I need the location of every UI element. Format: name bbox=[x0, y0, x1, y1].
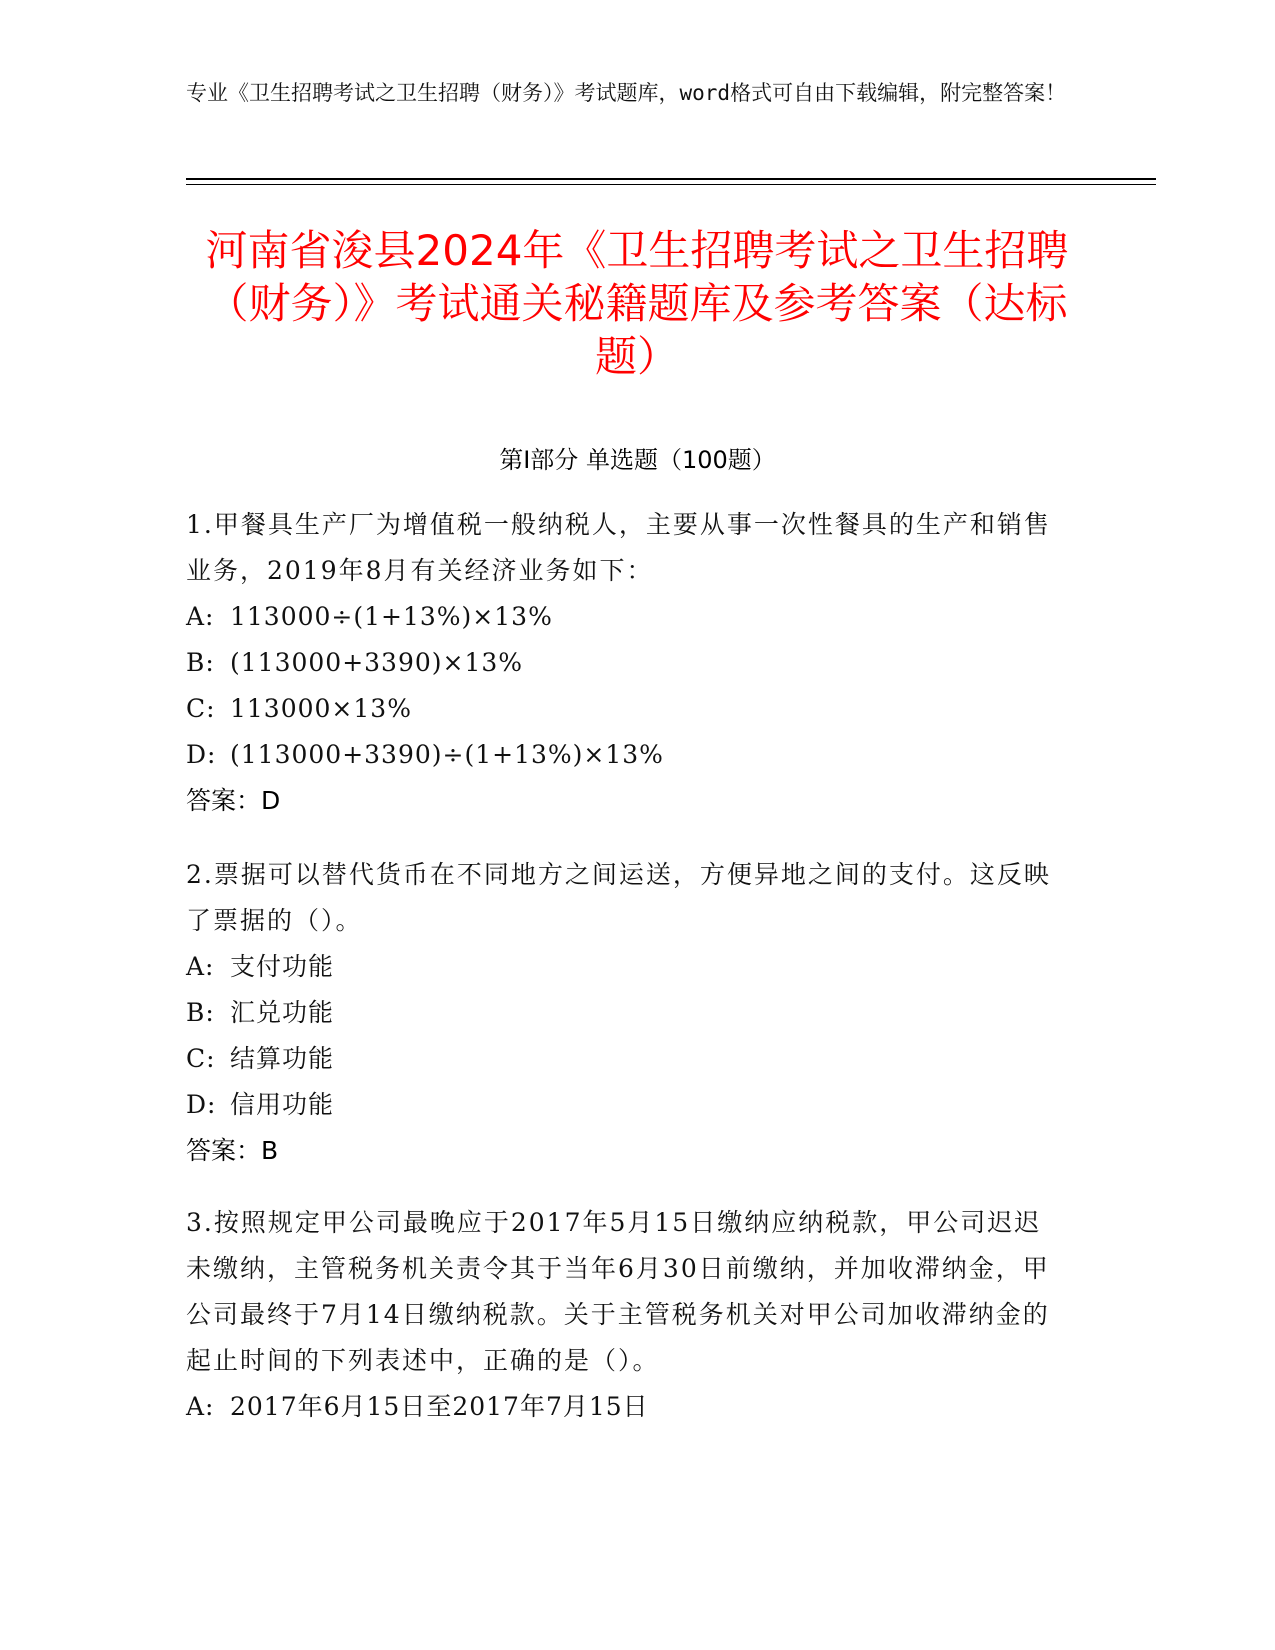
document-title: 河南省浚县2024年《卫生招聘考试之卫生招聘（财务）》考试通关秘籍题库及参考答案（达标题） bbox=[205, 226, 1069, 381]
option-a bbox=[186, 1384, 1066, 1430]
option-text: 113000÷(1+13%)×13% bbox=[230, 602, 553, 631]
option-key: A: bbox=[186, 602, 215, 631]
answer-label: 答案： bbox=[186, 1136, 262, 1165]
header-note: 专业《卫生招聘考试之卫生招聘（财务）》考试题库，word格式可自由下载编辑，附完整答案！ bbox=[186, 81, 1067, 105]
option-key: D: bbox=[186, 1090, 217, 1119]
option-c bbox=[186, 1036, 1066, 1082]
option-text: (113000+3390)×13% bbox=[230, 648, 524, 677]
option-text: 结算功能 bbox=[230, 1044, 335, 1073]
header-divider-thick bbox=[186, 178, 1156, 180]
option-key: A: bbox=[186, 1392, 215, 1421]
answer-label: 答案： bbox=[186, 786, 262, 815]
question-2 bbox=[186, 852, 1066, 1174]
answer-line bbox=[186, 778, 1066, 824]
answer-line bbox=[186, 1128, 1066, 1174]
header-divider-thin bbox=[186, 184, 1156, 185]
answer-value: D bbox=[261, 786, 281, 815]
question-3 bbox=[186, 1200, 1066, 1430]
option-key: C: bbox=[186, 1044, 216, 1073]
option-c bbox=[186, 686, 1066, 732]
question-text: 3.按照规定甲公司最晚应于2017年5月15日缴纳应纳税款，甲公司迟迟未缴纳，主管税务机关责令其于当年6月30日前缴纳，并加收滞纳金，甲公司最终于7月14日缴纳税款。关于主管税务机关对甲公司加收滞纳金的起止时间的下列表述中，正确的是（）。 bbox=[186, 1208, 1050, 1375]
option-a bbox=[186, 594, 1066, 640]
option-key: B: bbox=[186, 648, 215, 677]
option-d bbox=[186, 732, 1066, 778]
option-key: A: bbox=[186, 952, 215, 981]
option-key: D: bbox=[186, 740, 217, 769]
option-text: (113000+3390)÷(1+13%)×13% bbox=[230, 740, 664, 769]
option-text: 汇兑功能 bbox=[230, 998, 335, 1027]
option-a bbox=[186, 944, 1066, 990]
option-d bbox=[186, 1082, 1066, 1128]
option-text: 信用功能 bbox=[230, 1090, 335, 1119]
answer-value: B bbox=[261, 1136, 279, 1165]
question-text: 2.票据可以替代货币在不同地方之间运送，方便异地之间的支付。这反映了票据的（）。 bbox=[186, 860, 1051, 935]
question-1 bbox=[186, 502, 1066, 824]
option-text: 113000×13% bbox=[230, 694, 412, 723]
option-key: B: bbox=[186, 998, 215, 1027]
option-key: C: bbox=[186, 694, 216, 723]
option-text: 支付功能 bbox=[230, 952, 335, 981]
option-b bbox=[186, 990, 1066, 1036]
section-title: 第I部分 单选题（100题） bbox=[499, 446, 776, 474]
option-b bbox=[186, 640, 1066, 686]
option-text: 2017年6月15日至2017年7月15日 bbox=[230, 1392, 649, 1421]
question-text: 1.甲餐具生产厂为增值税一般纳税人，主要从事一次性餐具的生产和销售业务，2019年8月有关经济业务如下： bbox=[186, 510, 1051, 585]
